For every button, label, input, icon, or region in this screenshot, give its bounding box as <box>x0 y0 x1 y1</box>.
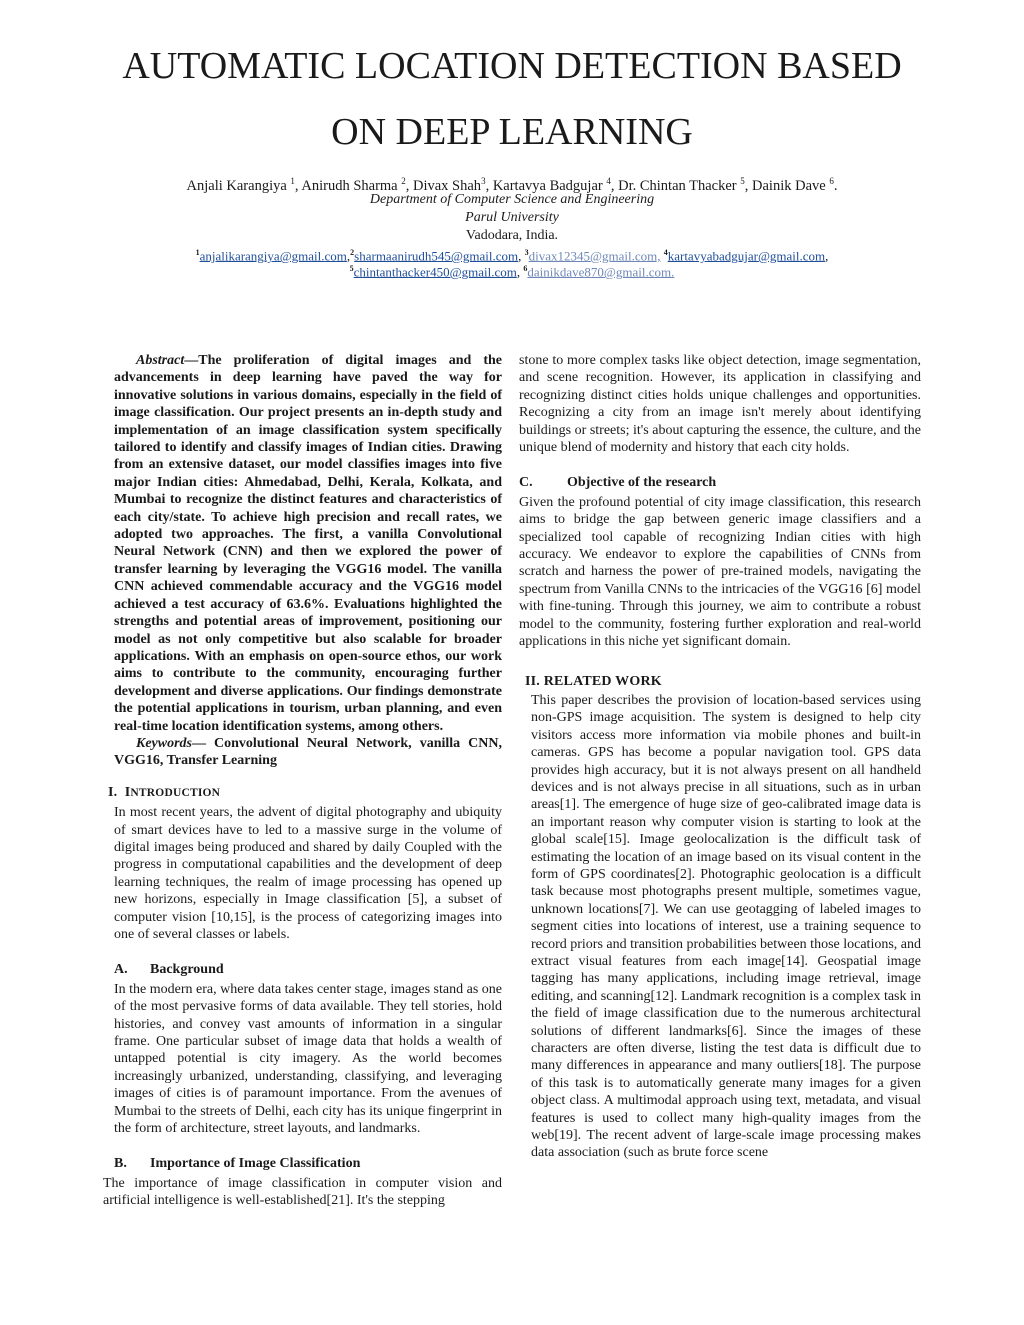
email-sup: 4 <box>663 248 668 257</box>
email-sup: 1 <box>195 248 200 257</box>
email-sup: 3 <box>524 248 529 257</box>
keywords-label: Keywords <box>136 735 192 751</box>
subsection-number: A. <box>114 962 128 978</box>
email-link[interactable]: chintanthacker450@gmail.com <box>353 264 517 280</box>
abstract-label: Abstract <box>136 353 185 368</box>
email-sup: 6 <box>523 264 528 273</box>
author: Dr. Chintan Thacker <box>618 177 741 194</box>
location: Vadodara, India. <box>465 228 559 243</box>
email-line-1: $^1$anjalikarangiya@gmail.com,$^2$sharmaanirudh545@gmail.com, $^3$divax12345@gmail.com, $^4$kartavyabadgujar@gmail.com, <box>195 248 829 264</box>
email-line-2: $^5$chintanthacker450@gmail.com, $^6$dainikdave870@gmail.com. <box>349 264 675 280</box>
objective-text: Given the profound potential of city image classification, this research aims to bridge the gap between generic image classifiers and a specialized tool capable of recognizing Indian cities with high accuracy. We endeavor to explore the capabilities of CNNs from scratch and harness the power of pre-trained models, navigating the spectrum from Vanilla CNNs to the intricacies of the VGG16 [6] model with fine-tuning. Through this journey, we aim to contribute a robust model to the community, fostering further exploration and real-world applications in this niche yet significant domain. <box>519 494 921 650</box>
background-heading <box>114 961 502 978</box>
abstract <box>114 352 502 735</box>
author-list: Anjali Karangiya $^1$, Anirudh Sharma $^2$, Divax Shah$^3$, Kartavya Badgujar $^4$, Dr. Chintan Thacker $^5$, Dainik Dave $^6$. <box>186 176 838 194</box>
author: Anjali Karangiya <box>186 177 291 194</box>
importance-text: The importance of image classification in computer vision and artificial intelligence is well-established[21]. It's the stepping <box>103 1175 502 1209</box>
email-sup: 5 <box>349 264 354 273</box>
university: Parul University <box>465 210 559 225</box>
related-text: This paper describes the provision of location-based services using non-GPS image acquisition. The system is designed to help city visitors access more information via mobile phones and built-in cameras. GPS has become a popular navigation tool. GPS data provides high accuracy, but it is not always present on all handheld devices and is not always precise in all situations, such as in urban areas[1]. The emergence of huge size of geo-calibrated image data is an important reason why computer vision is starting to look at the global scale[15]. Image geolocalization is the difficult task of estimating the location of an image based on its visual content in the form of GPS coordinates[2]. Photographic geolocation is a difficult task because most photographs present multiple, sometimes vague, unknown locations[7]. We can use geotagging of labeled images to segment cities into locations of interest, use a training sequence to record priors and transition probabilities between those locations, and extract visual features from each image[14]. Geospatial image tagging has many applications, including image retrieval, image editing, and scanning[12]. Landmark recognition is a complex task in the field of image classification due to the numerous architectural solutions of different landmarks[6]. Since the images of these characters are often diverse, listing the test data is difficult due to many differences in appearance and many outliers[18]. The purpose of this task is to automatically generate many images for a given object class. A multimodal approach using text, metadata, and visual features is used to collect many high-quality images from the web[19]. The recent advent of large-scale image processing makes data association (such as brute force scene <box>531 692 921 1161</box>
subsection-title: Background <box>150 962 224 978</box>
email-link[interactable]: dainikdave870@gmail.com. <box>527 264 675 280</box>
intro-rest: NTRODUCTION <box>130 786 221 799</box>
author-sup: 6 <box>829 176 834 186</box>
paper-title-line-2: ON DEEP LEARNING <box>331 111 693 153</box>
intro-first-letter: I <box>124 784 131 800</box>
author-sup: 5 <box>740 176 745 186</box>
email-link[interactable]: kartavyabadgujar@gmail.com <box>667 248 826 264</box>
subsection-title: Objective of the research <box>567 475 717 491</box>
author-sup: 1 <box>290 176 295 186</box>
intro-heading <box>108 784 502 802</box>
keywords-text: Convolutional Neural Network, vanilla CNN, VGG16, Transfer Learning <box>114 735 503 769</box>
keywords <box>114 735 502 770</box>
email-link[interactable]: anjalikarangiya@gmail.com <box>199 248 347 264</box>
subsection-number: C. <box>519 475 533 491</box>
intro-text: In most recent years, the advent of digital photography and ubiquity of smart devices have to led to a massive surge in the volume of digital images being produced and shared by daily Coupled with the progress in computational capabilities and the development of deep learning techniques, the realm of image processing has opened up new horizons, especially in Image classification [5], a subset of computer vision [10,15], is the process of categorizing images into one of several classes or labels. <box>114 805 502 942</box>
objective-heading <box>519 474 921 491</box>
abstract-text: The proliferation of digital images and the advancements in deep learning have paved the way for innovative solutions in various domains, especially in the field of image classification. Our project presents an in-depth study and implementation of an image classification system specifically tailored to identify and classify images of Indian cities. Drawing from an extensive dataset, our model classifies images into five major Indian cities: Ahmedabad, Delhi, Kerala, Kolkata, and Mumbai to recognize the distinct features and characteristics of each city/state. To achieve high precision and recall rates, we adopted two approaches. The first, a vanilla Convolutional Neural Network (CNN) and then we explored the power of transfer learning by leveraging the VGG16 model. The vanilla CNN achieved commendable accuracy and the VGG16 model achieved a test accuracy of 63.6%. Evaluations highlighted the strengths and potential areas of improvement, positioning our model as not only competitive but also scalable for broader applications. With an emphasis on open-source ethos, our work aims to contribute to the community, encouraging further development and diverse applications. Our findings demonstrate the potential applications in tourism, urban planning, and even real-time location identification systems, among others. <box>114 353 502 734</box>
email-link[interactable]: divax12345@gmail.com, <box>528 248 661 264</box>
author-sup: 2 <box>401 176 406 186</box>
email-link[interactable]: sharmaanirudh545@gmail.com <box>354 248 519 264</box>
background-text: In the modern era, where data takes center stage, images stand as one of the most pervasive forms of data available. They tell stories, hold histories, and convey vast amounts of information in a singular frame. One particular subset of image data that holds a wealth of untapped potential is city imagery. As the world becomes increasingly urbanized, understanding, classifying, and leveraging images of cities is of paramount importance. From the avenues of Mumbai to the streets of Delhi, each city has its unique fingerprint in the form of architecture, street layouts, and landmarks. <box>114 981 502 1137</box>
author-sup: 3 <box>481 176 486 186</box>
left-column <box>103 352 503 1210</box>
author: Anirudh Sharma <box>301 177 402 194</box>
author-sup: 4 <box>606 176 611 186</box>
department: Department of Computer Science and Engineering <box>369 192 655 207</box>
right-column <box>519 352 921 1162</box>
importance-heading <box>114 1155 502 1172</box>
keywords-dash: — <box>192 735 215 751</box>
author: Dainik Dave <box>752 177 830 194</box>
importance-continued: stone to more complex tasks like object detection, image segmentation, and scene recognition. However, its application in classifying and recognizing distinct cities holds unique challenges and opportunities. Recognizing a city from an image isn't merely about identifying buildings or streets; it's about capturing the essence, the culture, and the unique blend of modernity and history that each city holds. <box>519 353 921 456</box>
abstract-dash: — <box>184 353 199 368</box>
related-heading: II. RELATED WORK <box>525 673 662 689</box>
author: Divax Shah <box>413 177 482 194</box>
subsection-title: Importance of Image Classification <box>150 1156 361 1172</box>
email-sup: 2 <box>350 248 355 257</box>
paper-title-line-1: AUTOMATIC LOCATION DETECTION BASED <box>122 45 902 87</box>
section-number: I. <box>108 784 118 800</box>
author: Kartavya Badgujar <box>492 177 607 194</box>
subsection-number: B. <box>114 1156 127 1172</box>
